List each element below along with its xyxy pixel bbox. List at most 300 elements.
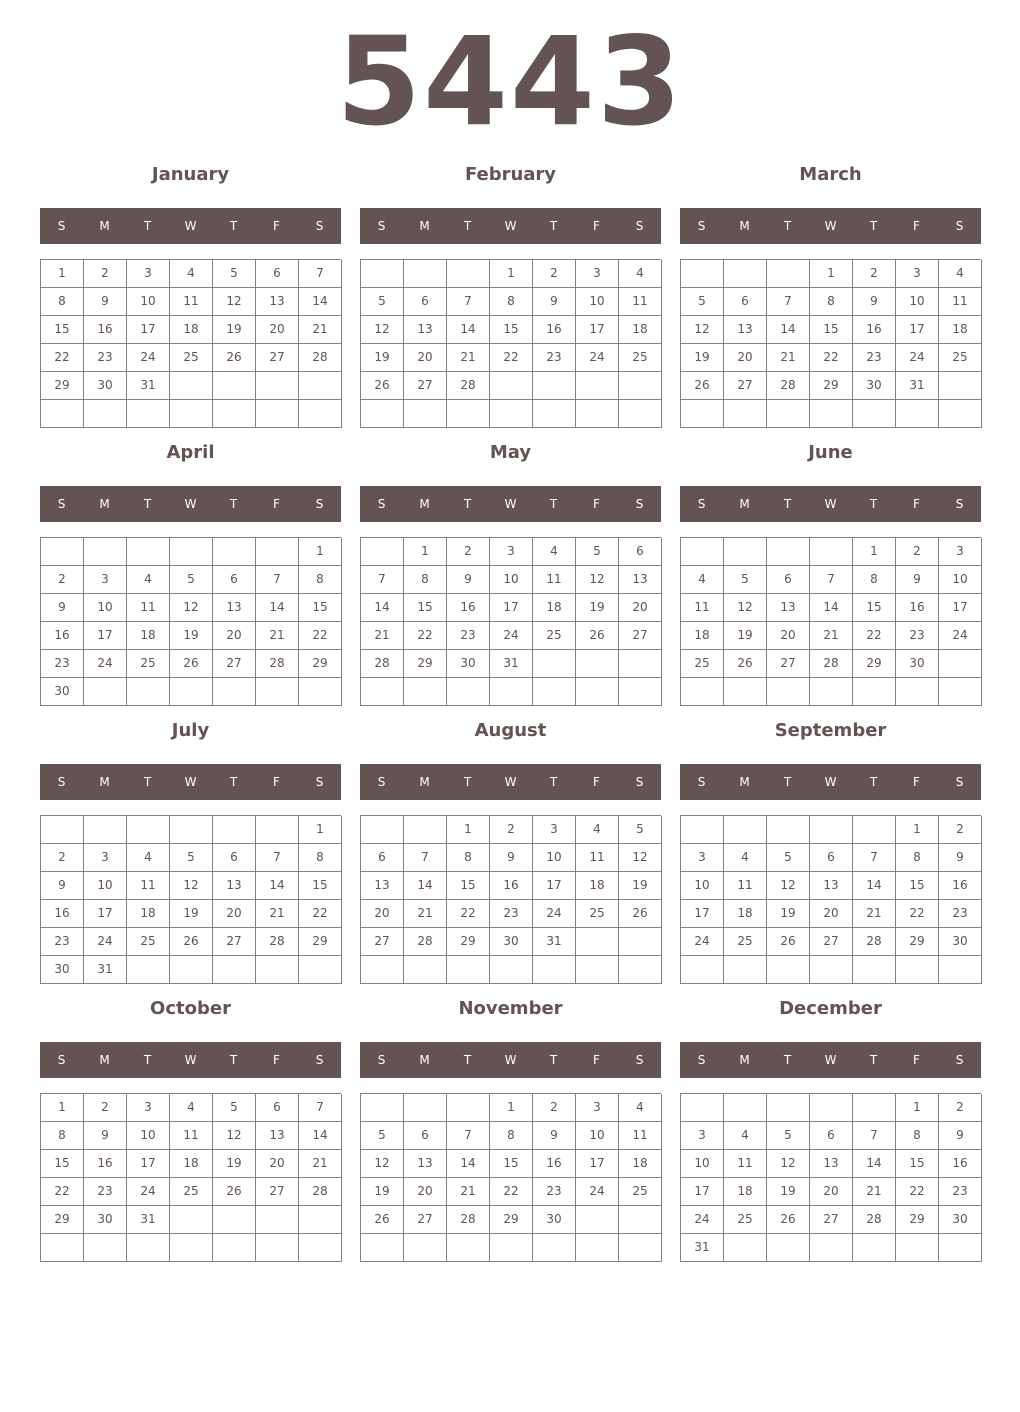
day-cell: 25 [576,900,619,928]
weekday-label: W [184,219,197,233]
empty-day-cell [490,678,533,706]
days-grid [360,1093,661,1262]
weekday-label: T [869,1053,878,1067]
empty-day-cell [939,372,982,400]
day-cell: 26 [681,372,724,400]
empty-day-cell [361,678,404,706]
day-cell: 19 [170,622,213,650]
day-cell: 17 [576,316,619,344]
empty-day-cell [361,260,404,288]
day-cell: 14 [299,288,342,316]
day-cell: 12 [724,594,767,622]
empty-day-cell [299,956,342,984]
empty-day-cell [361,1234,404,1262]
empty-day-cell [619,928,662,956]
day-cell: 9 [84,1122,127,1150]
day-cell: 1 [896,1094,939,1122]
empty-day-cell [84,1234,127,1262]
day-cell: 17 [896,316,939,344]
day-cell: 21 [404,900,447,928]
day-cell: 25 [681,650,724,678]
day-cell: 14 [447,1150,490,1178]
weekday-label: S [955,497,964,511]
day-cell: 8 [490,1122,533,1150]
day-cell: 20 [619,594,662,622]
days-grid [40,1093,341,1262]
weekday-label: S [697,219,706,233]
day-cell: 19 [681,344,724,372]
day-cell: 18 [619,1150,662,1178]
day-cell: 30 [41,956,84,984]
empty-day-cell [939,400,982,428]
empty-day-cell [84,816,127,844]
day-cell: 4 [170,260,213,288]
empty-day-cell [299,1234,342,1262]
empty-day-cell [681,260,724,288]
day-cell: 19 [619,872,662,900]
weekday-header [360,1042,661,1078]
day-cell: 28 [853,928,896,956]
weekday-label: S [377,1053,386,1067]
weekday-label: S [57,1053,66,1067]
empty-day-cell [533,1234,576,1262]
day-cell: 23 [896,622,939,650]
empty-day-cell [41,538,84,566]
empty-day-cell [619,956,662,984]
day-cell: 24 [939,622,982,650]
day-cell: 18 [576,872,619,900]
day-cell: 11 [533,566,576,594]
day-cell: 9 [84,288,127,316]
day-cell: 29 [41,372,84,400]
empty-day-cell [404,678,447,706]
day-cell: 25 [724,1206,767,1234]
day-cell: 24 [533,900,576,928]
day-cell: 7 [447,1122,490,1150]
day-cell: 21 [256,900,299,928]
day-cell: 16 [533,316,576,344]
empty-day-cell [724,260,767,288]
day-cell: 15 [810,316,853,344]
weekday-header [680,1042,981,1078]
day-cell: 30 [853,372,896,400]
empty-day-cell [361,400,404,428]
empty-day-cell [724,538,767,566]
day-cell: 17 [681,900,724,928]
empty-day-cell [853,1094,896,1122]
day-cell: 21 [256,622,299,650]
day-cell: 28 [361,650,404,678]
empty-day-cell [681,1094,724,1122]
weekday-label: S [955,1053,964,1067]
weekday-header [360,208,661,244]
day-cell: 17 [576,1150,619,1178]
empty-day-cell [853,816,896,844]
empty-day-cell [724,1094,767,1122]
day-cell: 8 [896,1122,939,1150]
weekday-label: S [697,775,706,789]
day-cell: 4 [127,566,170,594]
day-cell: 15 [41,1150,84,1178]
weekday-label: M [419,219,430,233]
day-cell: 18 [170,1150,213,1178]
weekday-label: T [463,1053,472,1067]
empty-day-cell [767,1094,810,1122]
day-cell: 8 [490,288,533,316]
day-cell: 14 [853,1150,896,1178]
empty-day-cell [533,372,576,400]
day-cell: 8 [404,566,447,594]
day-cell: 30 [939,1206,982,1234]
day-cell: 5 [361,288,404,316]
empty-day-cell [361,956,404,984]
day-cell: 4 [939,260,982,288]
empty-day-cell [767,1234,810,1262]
day-cell: 12 [619,844,662,872]
day-cell: 28 [447,1206,490,1234]
day-cell: 31 [84,956,127,984]
day-cell: 5 [724,566,767,594]
day-cell: 12 [213,1122,256,1150]
weekday-label: S [57,497,66,511]
day-cell: 18 [724,1178,767,1206]
day-cell: 11 [619,288,662,316]
day-cell: 20 [404,1178,447,1206]
day-cell: 29 [41,1206,84,1234]
day-cell: 22 [447,900,490,928]
day-cell: 15 [490,1150,533,1178]
weekday-label: W [824,497,837,511]
empty-day-cell [213,538,256,566]
day-cell: 27 [213,928,256,956]
empty-day-cell [299,372,342,400]
day-cell: 3 [681,1122,724,1150]
day-cell: 7 [361,566,404,594]
weekday-label: S [635,219,644,233]
weekday-label: W [184,775,197,789]
day-cell: 28 [853,1206,896,1234]
day-cell: 1 [810,260,853,288]
weekday-label: W [504,1053,517,1067]
day-cell: 11 [724,1150,767,1178]
day-cell: 6 [213,844,256,872]
weekday-label: T [869,497,878,511]
day-cell: 26 [213,344,256,372]
empty-day-cell [533,956,576,984]
empty-day-cell [810,816,853,844]
day-cell: 5 [361,1122,404,1150]
weekday-label: M [99,219,110,233]
empty-day-cell [576,678,619,706]
day-cell: 5 [681,288,724,316]
empty-day-cell [447,1234,490,1262]
empty-day-cell [404,956,447,984]
day-cell: 10 [576,1122,619,1150]
day-cell: 4 [127,844,170,872]
day-cell: 9 [533,1122,576,1150]
day-cell: 27 [810,1206,853,1234]
day-cell: 13 [213,594,256,622]
empty-day-cell [404,816,447,844]
day-cell: 14 [361,594,404,622]
day-cell: 7 [853,1122,896,1150]
day-cell: 11 [127,594,170,622]
day-cell: 23 [84,344,127,372]
empty-day-cell [939,956,982,984]
day-cell: 12 [213,288,256,316]
empty-day-cell [619,372,662,400]
day-cell: 5 [213,1094,256,1122]
day-cell: 2 [84,1094,127,1122]
day-cell: 1 [299,816,342,844]
day-cell: 8 [447,844,490,872]
day-cell: 8 [896,844,939,872]
month-name: September [774,720,887,741]
empty-day-cell [213,678,256,706]
empty-day-cell [361,816,404,844]
day-cell: 24 [576,344,619,372]
weekday-label: T [463,497,472,511]
weekday-label: T [783,1053,792,1067]
day-cell: 25 [170,344,213,372]
day-cell: 18 [127,622,170,650]
day-cell: 7 [256,566,299,594]
empty-day-cell [724,1234,767,1262]
weekday-header [40,208,341,244]
day-cell: 26 [767,1206,810,1234]
empty-day-cell [681,956,724,984]
weekday-label: F [593,775,600,789]
day-cell: 20 [213,900,256,928]
year-title: 5443 [336,11,684,153]
day-cell: 7 [853,844,896,872]
day-cell: 22 [299,900,342,928]
weekday-label: S [315,1053,324,1067]
weekday-label: S [57,775,66,789]
empty-day-cell [619,1234,662,1262]
day-cell: 31 [127,372,170,400]
weekday-header [40,1042,341,1078]
day-cell: 18 [533,594,576,622]
weekday-label: T [143,219,152,233]
day-cell: 13 [404,1150,447,1178]
weekday-label: M [99,775,110,789]
weekday-label: W [824,219,837,233]
day-cell: 9 [896,566,939,594]
day-cell: 2 [939,816,982,844]
day-cell: 10 [681,872,724,900]
day-cell: 3 [681,844,724,872]
empty-day-cell [299,678,342,706]
empty-day-cell [896,1234,939,1262]
day-cell: 23 [84,1178,127,1206]
weekday-label: T [229,497,238,511]
day-cell: 27 [810,928,853,956]
empty-day-cell [619,678,662,706]
day-cell: 13 [619,566,662,594]
day-cell: 2 [490,816,533,844]
empty-day-cell [127,538,170,566]
day-cell: 26 [361,372,404,400]
days-grid [40,537,341,706]
day-cell: 25 [170,1178,213,1206]
day-cell: 13 [213,872,256,900]
day-cell: 19 [213,1150,256,1178]
weekday-label: T [783,775,792,789]
day-cell: 10 [533,844,576,872]
day-cell: 15 [490,316,533,344]
day-cell: 20 [213,622,256,650]
day-cell: 28 [299,344,342,372]
day-cell: 3 [576,1094,619,1122]
empty-day-cell [447,1094,490,1122]
day-cell: 22 [41,1178,84,1206]
day-cell: 21 [767,344,810,372]
empty-day-cell [724,678,767,706]
day-cell: 2 [896,538,939,566]
empty-day-cell [213,400,256,428]
day-cell: 16 [447,594,490,622]
day-cell: 13 [767,594,810,622]
weekday-label: S [697,497,706,511]
day-cell: 7 [447,288,490,316]
empty-day-cell [576,1234,619,1262]
empty-day-cell [127,678,170,706]
day-cell: 30 [490,928,533,956]
empty-day-cell [170,816,213,844]
empty-day-cell [170,678,213,706]
day-cell: 4 [681,566,724,594]
day-cell: 8 [299,566,342,594]
empty-day-cell [576,928,619,956]
day-cell: 27 [256,344,299,372]
day-cell: 29 [490,1206,533,1234]
empty-day-cell [810,400,853,428]
day-cell: 7 [256,844,299,872]
empty-day-cell [170,372,213,400]
weekday-label: W [184,1053,197,1067]
day-cell: 21 [810,622,853,650]
day-cell: 4 [724,1122,767,1150]
weekday-label: M [739,1053,750,1067]
empty-day-cell [41,400,84,428]
day-cell: 16 [896,594,939,622]
day-cell: 11 [170,1122,213,1150]
empty-day-cell [41,816,84,844]
weekday-header [40,764,341,800]
day-cell: 26 [767,928,810,956]
empty-day-cell [404,1094,447,1122]
day-cell: 27 [724,372,767,400]
day-cell: 6 [404,288,447,316]
weekday-label: F [913,1053,920,1067]
empty-day-cell [681,678,724,706]
day-cell: 13 [256,288,299,316]
day-cell: 15 [853,594,896,622]
empty-day-cell [84,538,127,566]
day-cell: 8 [299,844,342,872]
day-cell: 21 [853,900,896,928]
day-cell: 5 [170,566,213,594]
day-cell: 28 [299,1178,342,1206]
weekday-label: T [463,219,472,233]
weekday-label: T [869,775,878,789]
weekday-label: F [593,497,600,511]
month-name: November [458,998,563,1019]
empty-day-cell [896,678,939,706]
day-cell: 16 [84,316,127,344]
day-cell: 21 [447,344,490,372]
day-cell: 17 [84,622,127,650]
day-cell: 2 [41,844,84,872]
day-cell: 5 [213,260,256,288]
day-cell: 29 [853,650,896,678]
day-cell: 1 [41,1094,84,1122]
weekday-label: T [229,219,238,233]
days-grid [680,1093,981,1262]
weekday-label: M [99,497,110,511]
day-cell: 7 [810,566,853,594]
day-cell: 1 [853,538,896,566]
day-cell: 18 [170,316,213,344]
empty-day-cell [127,956,170,984]
weekday-label: S [57,219,66,233]
empty-day-cell [619,650,662,678]
day-cell: 3 [127,260,170,288]
empty-day-cell [767,260,810,288]
day-cell: 16 [853,316,896,344]
empty-day-cell [853,956,896,984]
day-cell: 15 [299,872,342,900]
day-cell: 10 [84,594,127,622]
empty-day-cell [681,400,724,428]
day-cell: 7 [404,844,447,872]
empty-day-cell [170,956,213,984]
month-name: May [489,442,532,463]
weekday-header [680,486,981,522]
day-cell: 18 [127,900,170,928]
weekday-label: M [419,775,430,789]
weekday-label: T [549,1053,558,1067]
day-cell: 20 [361,900,404,928]
day-cell: 23 [447,622,490,650]
day-cell: 25 [724,928,767,956]
day-cell: 19 [576,594,619,622]
day-cell: 6 [810,1122,853,1150]
day-cell: 22 [896,1178,939,1206]
day-cell: 13 [810,872,853,900]
weekday-label: T [229,1053,238,1067]
empty-day-cell [404,400,447,428]
weekday-label: F [273,497,280,511]
empty-day-cell [361,1094,404,1122]
day-cell: 15 [896,872,939,900]
day-cell: 25 [127,650,170,678]
empty-day-cell [681,538,724,566]
month-name: July [171,720,210,741]
empty-day-cell [447,956,490,984]
empty-day-cell [490,1234,533,1262]
empty-day-cell [299,400,342,428]
empty-day-cell [576,400,619,428]
day-cell: 4 [724,844,767,872]
day-cell: 12 [767,872,810,900]
empty-day-cell [533,678,576,706]
day-cell: 18 [681,622,724,650]
day-cell: 19 [213,316,256,344]
month-name: December [779,998,882,1019]
weekday-label: F [273,1053,280,1067]
